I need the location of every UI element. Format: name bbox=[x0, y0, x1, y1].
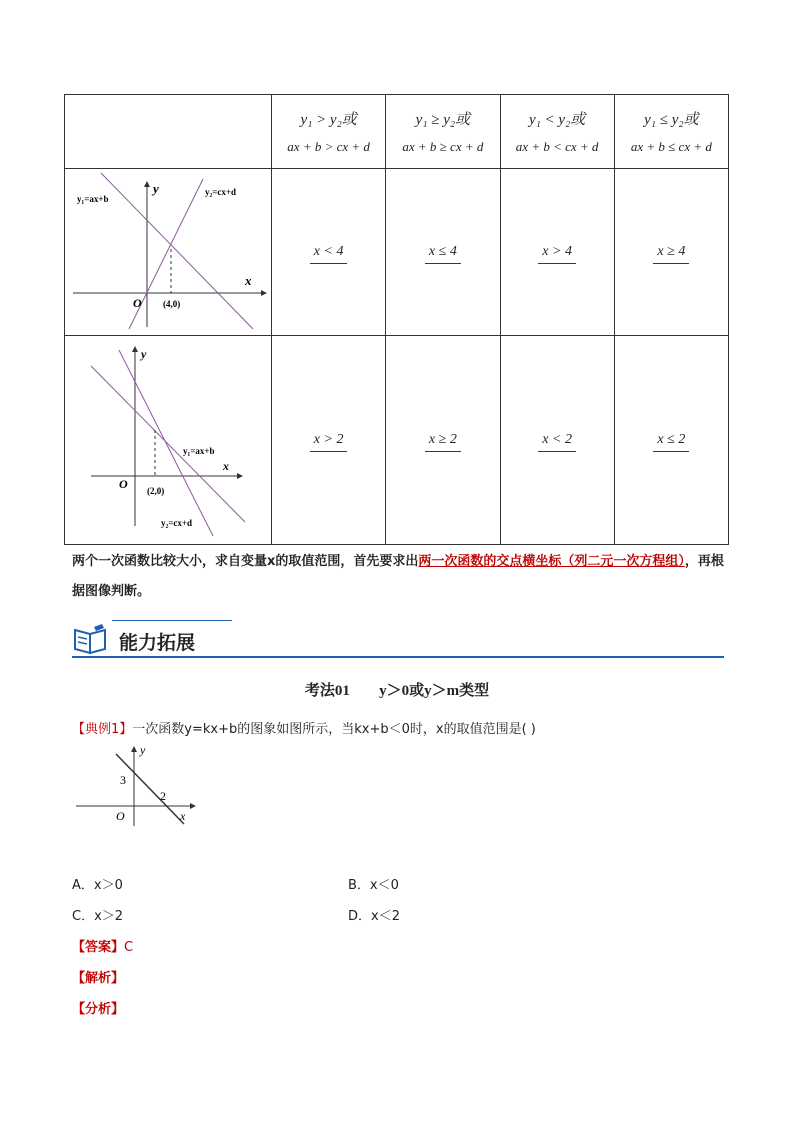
x-axis-arrow bbox=[237, 473, 243, 479]
section-underline bbox=[72, 656, 724, 658]
table-header-row bbox=[65, 95, 729, 169]
graph-cell-case-1 bbox=[65, 169, 272, 336]
answer-line bbox=[72, 936, 133, 955]
line-y1 bbox=[91, 366, 245, 522]
y-axis-arrow bbox=[144, 181, 150, 187]
header-bottom-ge: ax + b ≥ cx + d bbox=[402, 139, 484, 154]
answer-2-1: x > 2 bbox=[310, 432, 348, 452]
line-y2 bbox=[119, 350, 213, 536]
header-top-gt: y₁ > y₂或 bbox=[300, 112, 357, 128]
function-line bbox=[116, 754, 184, 824]
section-header bbox=[72, 620, 724, 660]
answer-cell-2-1 bbox=[272, 336, 386, 545]
example-tag: 【典例1】 bbox=[72, 722, 133, 737]
answer-2-3: x < 2 bbox=[538, 432, 576, 452]
answer-1-4: x ≥ 4 bbox=[653, 244, 689, 264]
answer-cell-2-3 bbox=[500, 336, 614, 545]
method-note bbox=[72, 547, 732, 607]
label-y-intercept: 3 bbox=[120, 773, 126, 787]
graph-cell-case-2 bbox=[65, 336, 272, 545]
label-x-intercept: 2 bbox=[160, 789, 166, 803]
book-icon bbox=[72, 622, 112, 656]
y-axis-arrow bbox=[132, 346, 138, 352]
answer-2-4: x ≤ 2 bbox=[653, 432, 689, 452]
example-graph bbox=[72, 742, 202, 827]
header-bottom-le: ax + b ≤ cx + d bbox=[630, 139, 712, 154]
note-text-1: 两个一次函数比较大小，求自变量x的取值范围，首先要求出 bbox=[72, 554, 419, 569]
example-text: 一次函数y=kx+b的图象如图所示，当kx+b＜0时，x的取值范围是( ) bbox=[132, 722, 536, 737]
label-axis-y: y bbox=[141, 347, 147, 361]
note-highlight: 两一次函数的交点横坐标（列二元一次方程组） bbox=[418, 554, 685, 569]
header-top-lt: y₁ < y₂或 bbox=[528, 112, 586, 128]
header-bottom-lt: ax + b < cx + d bbox=[515, 139, 599, 154]
answer-cell-1-3 bbox=[500, 169, 614, 336]
option-c[interactable]: C．x＞2 bbox=[72, 909, 124, 924]
label-axis-x: x bbox=[245, 273, 252, 288]
y-axis-arrow bbox=[131, 746, 137, 752]
x-axis-arrow bbox=[261, 290, 267, 296]
analysis-label: 【解析】 bbox=[72, 971, 125, 986]
label-y1: y₁=ax+b bbox=[183, 446, 215, 456]
method-label: 考法01 bbox=[304, 683, 350, 699]
label-y2: y₂=cx+d bbox=[205, 187, 236, 197]
label-origin: O bbox=[133, 296, 142, 310]
label-axis-y: y bbox=[153, 181, 159, 196]
table-corner-cell bbox=[65, 95, 272, 169]
answer-1-1: x < 4 bbox=[310, 244, 348, 264]
answer-cell-1-1 bbox=[272, 169, 386, 336]
header-cell-lt bbox=[500, 95, 614, 169]
method-name: y＞0或y＞m类型 bbox=[379, 683, 490, 699]
x-axis-arrow bbox=[190, 803, 196, 809]
answer-value: C bbox=[124, 940, 134, 955]
label-point: (2,0) bbox=[147, 486, 165, 496]
answer-2-2: x ≥ 2 bbox=[425, 432, 461, 452]
answer-cell-2-4 bbox=[614, 336, 728, 545]
label-origin: O bbox=[119, 477, 128, 491]
label-y2: y₂=cx+d bbox=[161, 518, 192, 528]
answer-cell-2-2 bbox=[386, 336, 500, 545]
table-row-case-1 bbox=[65, 169, 729, 336]
answer-1-2: x ≤ 4 bbox=[425, 244, 461, 264]
header-bottom-gt: ax + b > cx + d bbox=[287, 139, 370, 154]
header-cell-le bbox=[614, 95, 728, 169]
label-axis-x: x bbox=[180, 809, 186, 823]
section-title: 能力拓展 bbox=[119, 632, 196, 654]
table-row-case-2 bbox=[65, 336, 729, 545]
header-cell-ge bbox=[386, 95, 500, 169]
method-title bbox=[0, 679, 794, 700]
label-point: (4,0) bbox=[163, 299, 181, 309]
option-d[interactable]: D．x＜2 bbox=[348, 909, 400, 924]
section-top-rule bbox=[112, 620, 232, 621]
answer-1-3: x > 4 bbox=[538, 244, 576, 264]
fenxi-label: 【分析】 bbox=[72, 1002, 125, 1017]
comparison-table bbox=[64, 94, 729, 545]
header-top-le: y₁ ≤ y₂或 bbox=[644, 112, 699, 128]
answer-label: 【答案】 bbox=[72, 940, 125, 955]
label-origin: O bbox=[116, 809, 125, 823]
header-cell-gt bbox=[272, 95, 386, 169]
option-a[interactable]: A．x＞0 bbox=[72, 878, 123, 893]
graph-case-1 bbox=[65, 169, 271, 335]
answer-cell-1-2 bbox=[386, 169, 500, 336]
label-axis-y: y bbox=[140, 743, 146, 757]
note-text-2: ，再根据图像判断。 bbox=[72, 554, 724, 599]
label-axis-x: x bbox=[223, 459, 229, 473]
label-y1: y₁=ax+b bbox=[77, 194, 109, 204]
header-top-ge: y₁ ≥ y₂或 bbox=[415, 112, 471, 128]
example-question bbox=[72, 718, 536, 737]
option-b[interactable]: B．x＜0 bbox=[348, 878, 399, 893]
graph-case-2 bbox=[65, 336, 271, 544]
answer-cell-1-4 bbox=[614, 169, 728, 336]
